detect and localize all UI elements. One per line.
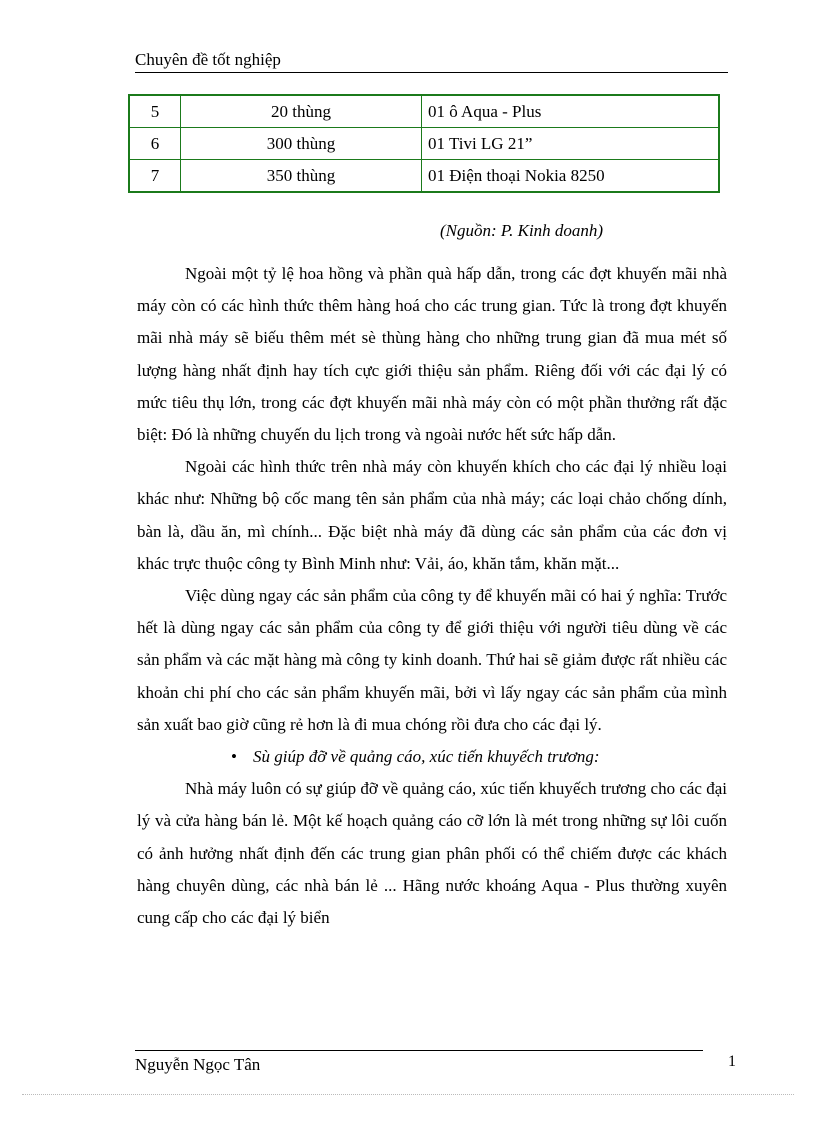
row-number-cell: 6 <box>129 128 181 160</box>
prize-table <box>128 94 720 193</box>
bullet-heading: Sù giúp đỡ về quảng cáo, xúc tiến khuyếch trương: <box>253 747 600 767</box>
footer-author: Nguyễn Ngọc Tân <box>135 1055 261 1074</box>
bullet-icon: • <box>231 747 237 767</box>
table-source-note: (Nguồn: P. Kinh doanh) <box>440 221 604 240</box>
gift-cell: 01 Tivi LG 21” <box>422 128 720 160</box>
paragraph: Ngoài các hình thức trên nhà máy còn khuyến khích cho các đại lý nhiều loại khác như: Những bộ cốc mang tên sản phẩm của nhà máy; các loại chảo chống dính, bàn là, dầu ăn, mì chính... Đặc biệt nhà máy đã dùng các sản phẩm của các đơn vị khác trực thuộc công ty Bình Minh như: Vải, áo, khăn tắm, khăn mặt... <box>137 457 727 573</box>
gift-cell: 01 Điện thoại Nokia 8250 <box>422 160 720 193</box>
quantity-cell: 300 thùng <box>181 128 422 160</box>
page-header-title: Chuyên đề tốt nghiệp <box>135 50 728 73</box>
body-text <box>137 258 727 934</box>
page-number: 1 <box>728 1053 736 1070</box>
paragraph: Ngoài một tỷ lệ hoa hồng và phần quà hấp dẫn, trong các đợt khuyến mãi nhà máy còn có các hình thức thêm hàng hoá cho các trung gian. Tức là trong đợt khuyến mãi nhà máy sẽ biếu thêm mét sè thùng hàng cho những trung gian đã mua mét số lượng hàng nhất định hay tích cực giới thiệu sản phẩm. Riêng đối với các đại lý có mức tiêu thụ lớn, trong các đợt khuyến mãi nhà máy còn có một phần thưởng rất đặc biệt: Đó là những chuyến du lịch trong và ngoài nước hết sức hấp dẫn. <box>137 264 727 445</box>
table-row <box>129 95 719 128</box>
quantity-cell: 20 thùng <box>181 95 422 128</box>
page-edge-line <box>22 1094 794 1095</box>
gift-cell: 01 ô Aqua - Plus <box>422 95 720 128</box>
bullet-item <box>137 741 727 773</box>
table-row <box>129 160 719 193</box>
paragraph: Việc dùng ngay các sản phẩm của công ty để khuyến mãi có hai ý nghĩa: Trước hết là dùng ngay các sản phẩm của công ty để giới thiệu với người tiêu dùng về các sản phẩm và các mặt hàng mà công ty kinh doanh. Thứ hai sẽ giảm được rất nhiều các khoản chi phí cho các sản phẩm khuyến mãi, bởi vì lấy ngay các sản phẩm của mình sản xuất bao giờ cũng rẻ hơn là đi mua chóng rồi đưa cho các đại lý. <box>137 586 727 734</box>
paragraph: Nhà máy luôn có sự giúp đỡ về quảng cáo, xúc tiến khuyếch trương cho các đại lý và cửa hàng bán lẻ. Một kế hoạch quảng cáo cỡ lớn là mét trong những sự lôi cuốn có ảnh hưởng nhất định đến các trung gian phân phối có thể chiếm được các khách hàng chuyên dùng, các nhà bán lẻ ... Hãng nước khoáng Aqua - Plus thường xuyên cung cấp cho các đại lý biển <box>137 779 727 928</box>
quantity-cell: 350 thùng <box>181 160 422 193</box>
footer-divider <box>135 1050 703 1051</box>
table-row <box>129 128 719 160</box>
row-number-cell: 7 <box>129 160 181 193</box>
row-number-cell: 5 <box>129 95 181 128</box>
